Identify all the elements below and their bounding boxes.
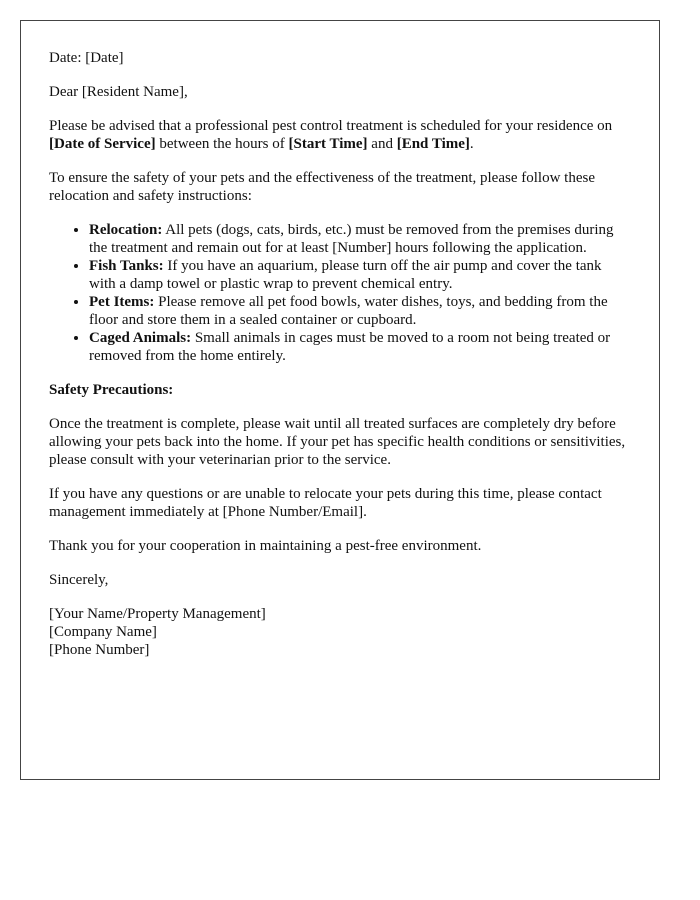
instruction-text: Please remove all pet food bowls, water dishes, toys, and bedding from the floor and store them in a sealed container or cupboard.: [89, 294, 608, 328]
intro-text-3: and: [367, 136, 397, 152]
intro-paragraph: [49, 117, 631, 153]
date-line: Date: [Date]: [49, 50, 124, 66]
instruction-text: All pets (dogs, cats, birds, etc.) must be removed from the premises during the treatment and remain out for at least [Number] hours following the application.: [89, 222, 614, 256]
instruction-label: Pet Items:: [89, 294, 155, 310]
salutation: Dear [Resident Name],: [49, 84, 188, 100]
instruction-label: Relocation:: [89, 222, 163, 238]
list-item-caged-animals: [89, 329, 631, 365]
signature-block: [49, 605, 631, 659]
closing: Sincerely,: [49, 572, 109, 588]
instruction-text: Small animals in cages must be moved to a room not being treated or removed from the home entirely.: [89, 330, 611, 364]
list-item-fish-tanks: [89, 257, 631, 293]
intro-text-2: between the hours of: [155, 136, 289, 152]
thanks-paragraph: Thank you for your cooperation in maintaining a pest-free environment.: [49, 538, 482, 554]
intro-text-4: .: [469, 136, 474, 152]
list-item-pet-items: [89, 293, 631, 329]
instruction-label: Caged Animals:: [89, 330, 192, 346]
signature-phone: [Phone Number]: [49, 642, 150, 658]
instructions-list: [49, 221, 631, 365]
questions-paragraph: If you have any questions or are unable to relocate your pets during this time, please contact management immediately at [Phone Number/Email].: [49, 486, 602, 520]
date-of-service-placeholder: [Date of Service]: [49, 136, 156, 152]
instruction-text: If you have an aquarium, please turn off the air pump and cover the tank with a damp towel or plastic wrap to prevent chemical entry.: [89, 258, 602, 292]
end-time-placeholder: [End Time]: [396, 136, 470, 152]
letter-page: [20, 20, 660, 780]
signature-name: [Your Name/Property Management]: [49, 606, 266, 622]
signature-company: [Company Name]: [49, 624, 157, 640]
instructions-intro: To ensure the safety of your pets and the effectiveness of the treatment, please follow these relocation and safety instructions:: [49, 170, 595, 204]
safety-paragraph: Once the treatment is complete, please wait until all treated surfaces are completely dry before allowing your pets back into the home. If your pet has specific health conditions or sensitivities, please consult with your veterinarian prior to the service.: [49, 416, 626, 468]
intro-text-1: Please be advised that a professional pest control treatment is scheduled for your residence on: [49, 118, 613, 134]
list-item-relocation: [89, 221, 631, 257]
instruction-label: Fish Tanks:: [89, 258, 164, 274]
start-time-placeholder: [Start Time]: [288, 136, 368, 152]
safety-heading: Safety Precautions:: [49, 382, 174, 398]
